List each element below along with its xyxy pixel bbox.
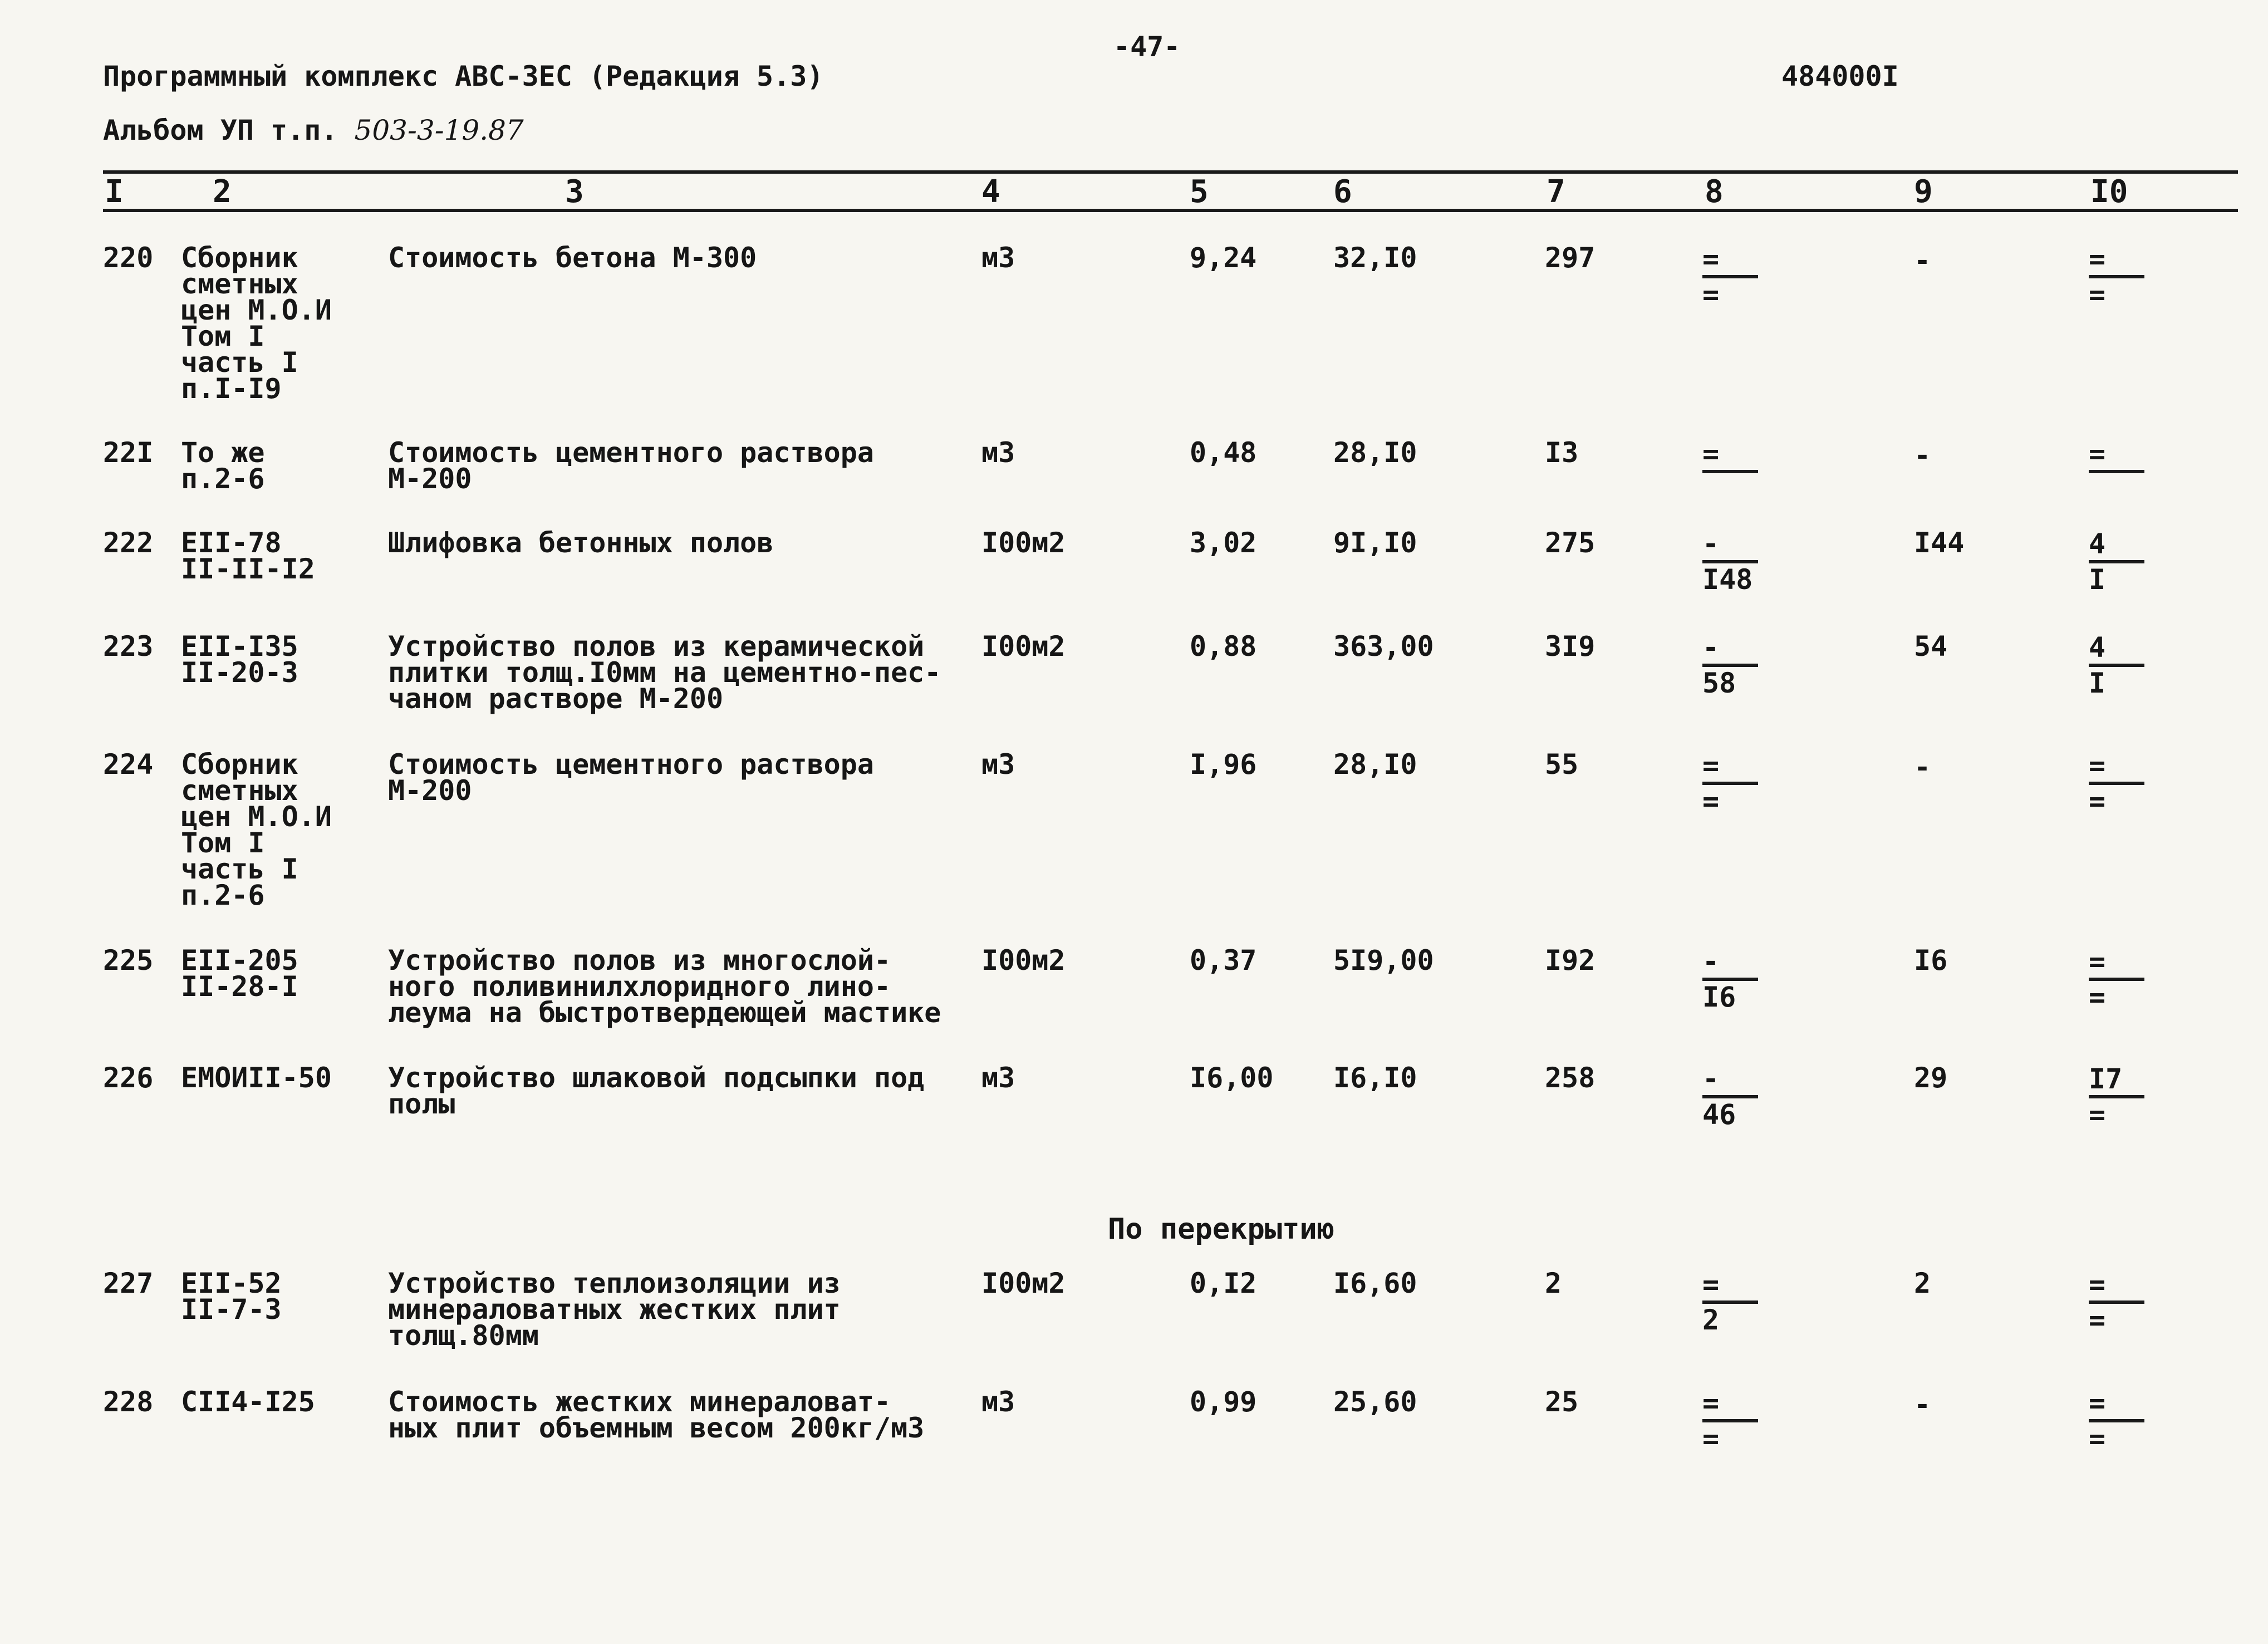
norm-code: ЕII-I35 II-20-3 [181,630,298,689]
fraction-numerator: = [1702,243,1720,275]
quantity: 0,99 [1190,1386,1257,1418]
fraction-numerator: = [2089,945,2106,978]
fraction-numerator: 4 [2089,631,2106,664]
work-description: Стоимость жестких минераловат- ных плит объемным весом 200кг/м3 [388,1386,925,1444]
quantity: 0,37 [1190,944,1257,976]
row-number: 222 [103,527,154,559]
col9-value: - [1914,244,1931,277]
row-number: 227 [103,1267,154,1299]
col8-fraction [1702,1270,1758,1334]
col8-fraction [1702,528,1758,596]
col-header-2: 2 [213,174,232,210]
col9-value: I44 [1914,527,1965,559]
fraction-numerator: - [1702,945,1720,978]
norm-code: ЕII-78 II-II-I2 [181,527,315,585]
unit: м3 [981,436,1015,469]
fraction-denominator: = [1702,785,1720,817]
total-cost: 55 [1545,748,1579,781]
total-cost: I3 [1545,436,1579,469]
col8-fraction [1702,749,1758,817]
unit-price: I6,60 [1333,1267,1417,1299]
unit: I00м2 [981,944,1066,976]
fraction-denominator: = [2089,1304,2106,1336]
fraction-bar [1702,470,1758,473]
col8-fraction [1702,440,1758,503]
unit: м3 [981,1386,1015,1418]
fraction-denominator: 46 [1702,1098,1736,1131]
work-description: Стоимость цементного раствора М-200 [388,436,874,495]
quantity: 0,88 [1190,630,1257,662]
unit-price: 25,60 [1333,1386,1417,1418]
quantity: 0,48 [1190,436,1257,469]
total-cost: 25 [1545,1386,1579,1418]
row-number: 225 [103,944,154,976]
total-cost: I92 [1545,944,1596,976]
fraction-numerator: = [1702,1268,1720,1301]
norm-code: ЕМОИII-50 [181,1062,332,1094]
row-number: 226 [103,1062,154,1094]
work-description: Устройство шлаковой подсыпки под полы [388,1062,925,1120]
document-code: 484000I [1781,60,1899,92]
col9-value: - [1914,439,1931,472]
fraction-numerator: - [1702,528,1720,560]
fraction-denominator: = [2089,278,2106,311]
col10-fraction [2089,243,2144,311]
fraction-denominator: = [1702,1422,1720,1455]
col-header-7: 7 [1547,174,1565,210]
col-header-9: 9 [1914,174,1933,210]
quantity: 3,02 [1190,527,1257,559]
work-description: Стоимость цементного раствора М-200 [388,748,874,807]
fraction-denominator: = [2089,981,2106,1013]
fraction-numerator: - [1702,1063,1720,1095]
fraction-denominator: 2 [1702,1304,1720,1336]
unit: м3 [981,748,1015,781]
col9-value: 54 [1914,630,1948,662]
col10-fraction [2089,749,2144,817]
col10-fraction [2089,945,2144,1013]
unit: м3 [981,242,1015,274]
total-cost: 275 [1545,527,1596,559]
col9-value: 2 [1914,1267,1931,1299]
col10-fraction [2089,1387,2144,1455]
fraction-denominator: 58 [1702,667,1736,699]
quantity: I6,00 [1190,1062,1274,1094]
work-description: Стоимость бетона М-300 [388,242,757,274]
norm-code: СII4-I25 [181,1386,315,1418]
album-prefix: Альбом УП т.п. [103,114,338,146]
col10-fraction [2089,631,2144,699]
total-cost: 297 [1545,242,1596,274]
unit-price: 9I,I0 [1333,527,1417,559]
fraction-numerator: = [2089,1387,2106,1419]
col-header-4: 4 [981,174,1000,210]
norm-code: То же п.2-6 [181,436,265,495]
fraction-numerator: - [1702,631,1720,664]
fraction-numerator: = [2089,749,2106,782]
norm-code: Сборник сметных цен М.О.И Том I часть I п.I-I9 [181,242,332,405]
col-header-5: 5 [1190,174,1209,210]
col10-fraction [2089,528,2144,596]
fraction-numerator: 4 [2089,528,2106,560]
col-header-10: I0 [2090,174,2128,210]
quantity: 0,I2 [1190,1267,1257,1299]
row-number: 224 [103,748,154,781]
page-number: -47- [1113,31,1181,63]
total-cost: 3I9 [1545,630,1596,662]
col10-fraction [2089,440,2144,503]
fraction-bar [2089,470,2144,473]
fraction-numerator: I7 [2089,1063,2123,1095]
norm-code: ЕII-205 II-28-I [181,944,298,1003]
norm-code: Сборник сметных цен М.О.И Том I часть I п.2-6 [181,748,332,911]
fraction-numerator: = [2089,243,2106,275]
row-number: 220 [103,242,154,274]
col-header-6: 6 [1333,174,1352,210]
col9-value: 29 [1914,1062,1948,1094]
fraction-denominator: I [2089,563,2106,596]
unit-price: 28,I0 [1333,748,1417,781]
col8-fraction [1702,1063,1758,1131]
quantity: I,96 [1190,748,1257,781]
fraction-denominator: I6 [1702,981,1736,1013]
row-number: 223 [103,630,154,662]
fraction-denominator: = [2089,1422,2106,1455]
work-description: Устройство теплоизоляции из минераловатных жестких плит толщ.80мм [388,1267,841,1352]
section-label: По перекрытию [1108,1213,1334,1246]
fraction-numerator: = [1702,749,1720,782]
fraction-numerator: = [2089,438,2106,470]
fraction-denominator: = [1702,278,1720,311]
col8-fraction [1702,631,1758,699]
unit: I00м2 [981,630,1066,662]
col10-fraction [2089,1063,2144,1131]
work-description: Шлифовка бетонных полов [388,527,774,559]
fraction-denominator: = [2089,785,2106,817]
col9-value: - [1914,751,1931,783]
row-number: 228 [103,1386,154,1418]
col9-value: I6 [1914,944,1948,976]
norm-code: ЕII-52 II-7-3 [181,1267,282,1326]
unit-price: 32,I0 [1333,242,1417,274]
unit: I00м2 [981,1267,1066,1299]
row-number: 22I [103,436,154,469]
unit-price: 28,I0 [1333,436,1417,469]
total-cost: 2 [1545,1267,1562,1299]
fraction-numerator: = [2089,1268,2106,1301]
fraction-numerator: = [1702,438,1720,470]
unit: I00м2 [981,527,1066,559]
col-header-8: 8 [1705,174,1724,210]
col-header-3: 3 [565,174,584,210]
col10-fraction [2089,1270,2144,1334]
unit-price: 5I9,00 [1333,944,1434,976]
fraction-denominator: I [2089,667,2106,699]
col8-fraction [1702,243,1758,311]
fraction-denominator: = [2089,1098,2106,1131]
document-title: Программный комплекс АВС-3ЕС (Редакция 5.3) [103,60,824,92]
fraction-denominator: I48 [1702,563,1753,596]
unit-price: 363,00 [1333,630,1434,662]
col-header-1: I [105,174,124,210]
work-description: Устройство полов из многослой- ного поливинилхлоридного лино- леума на быстротвердеющей мастике [388,944,941,1029]
fraction-numerator: = [1702,1387,1720,1419]
total-cost: 258 [1545,1062,1596,1094]
col9-value: - [1914,1388,1931,1421]
work-description: Устройство полов из керамической плитки толщ.I0мм на цементно-пес- чаном растворе М-200 [388,630,941,715]
col8-fraction [1702,1387,1758,1455]
unit: м3 [981,1062,1015,1094]
album-reference [103,114,524,146]
unit-price: I6,I0 [1333,1062,1417,1094]
album-number: 503-3-19.87 [354,114,524,146]
col8-fraction [1702,945,1758,1013]
quantity: 9,24 [1190,242,1257,274]
